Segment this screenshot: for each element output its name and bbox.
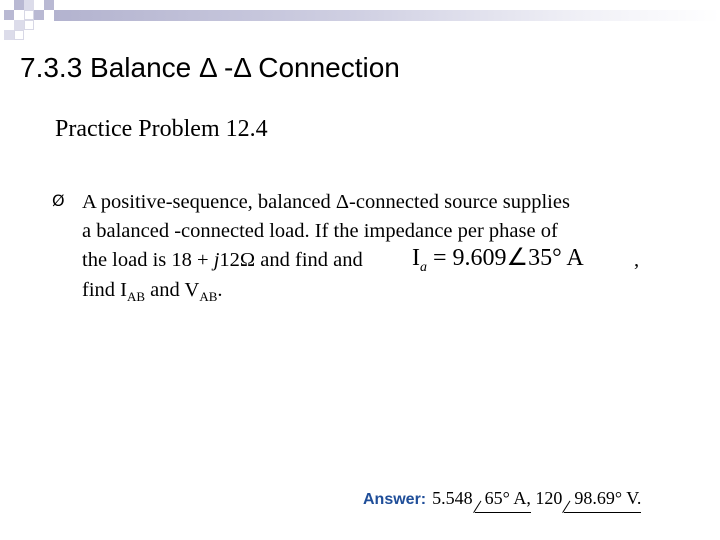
deco-square bbox=[24, 20, 34, 30]
answer-line bbox=[363, 484, 641, 514]
problem-heading: Practice Problem 12.4 bbox=[55, 116, 268, 142]
text-fragment: 12Ω and find and bbox=[219, 249, 363, 271]
deco-square bbox=[4, 30, 14, 40]
problem-text-line bbox=[82, 276, 223, 311]
current-formula bbox=[412, 243, 584, 283]
trailing-comma: , bbox=[634, 249, 640, 271]
deco-square bbox=[34, 10, 44, 20]
deco-square bbox=[14, 0, 24, 10]
deco-square bbox=[14, 30, 24, 40]
title-gradient-band bbox=[54, 10, 720, 21]
deco-square bbox=[14, 20, 24, 30]
arrow-bullet-icon: Ø bbox=[52, 191, 65, 210]
answer-label: Answer: bbox=[363, 491, 427, 508]
problem-text-line bbox=[82, 246, 363, 274]
answer-value: 5.548 bbox=[432, 488, 473, 508]
decorative-squares bbox=[0, 0, 60, 44]
text-fragment: find I bbox=[82, 279, 127, 301]
slide-title: 7.3.3 Balance Δ -Δ Connection bbox=[20, 52, 400, 83]
answer-angle: 65° A, bbox=[475, 484, 531, 513]
subscript: AB bbox=[126, 289, 146, 304]
formula-subscript: a bbox=[420, 260, 427, 275]
answer-angle: 98.69° V. bbox=[564, 484, 641, 513]
deco-square bbox=[44, 0, 54, 10]
angle-icon: ∠ bbox=[506, 245, 529, 271]
text-fragment: and V bbox=[145, 279, 200, 301]
deco-square bbox=[24, 10, 34, 20]
imaginary-unit: j bbox=[213, 249, 220, 271]
subscript: AB bbox=[199, 289, 218, 304]
text-fragment: the load is 18 + bbox=[82, 249, 214, 271]
problem-text-line: a balanced -connected load. If the impedance per phase of bbox=[82, 220, 558, 242]
problem-text-line: A positive-sequence, balanced Δ-connected source supplies bbox=[82, 191, 570, 213]
answer-value: 120 bbox=[535, 488, 563, 508]
deco-square bbox=[4, 10, 14, 20]
deco-square bbox=[24, 0, 34, 10]
formula-angle: 35° A bbox=[528, 245, 584, 271]
formula-magnitude: = 9.609 bbox=[433, 245, 507, 271]
text-fragment: . bbox=[217, 279, 223, 301]
formula-symbol: I bbox=[412, 245, 420, 271]
